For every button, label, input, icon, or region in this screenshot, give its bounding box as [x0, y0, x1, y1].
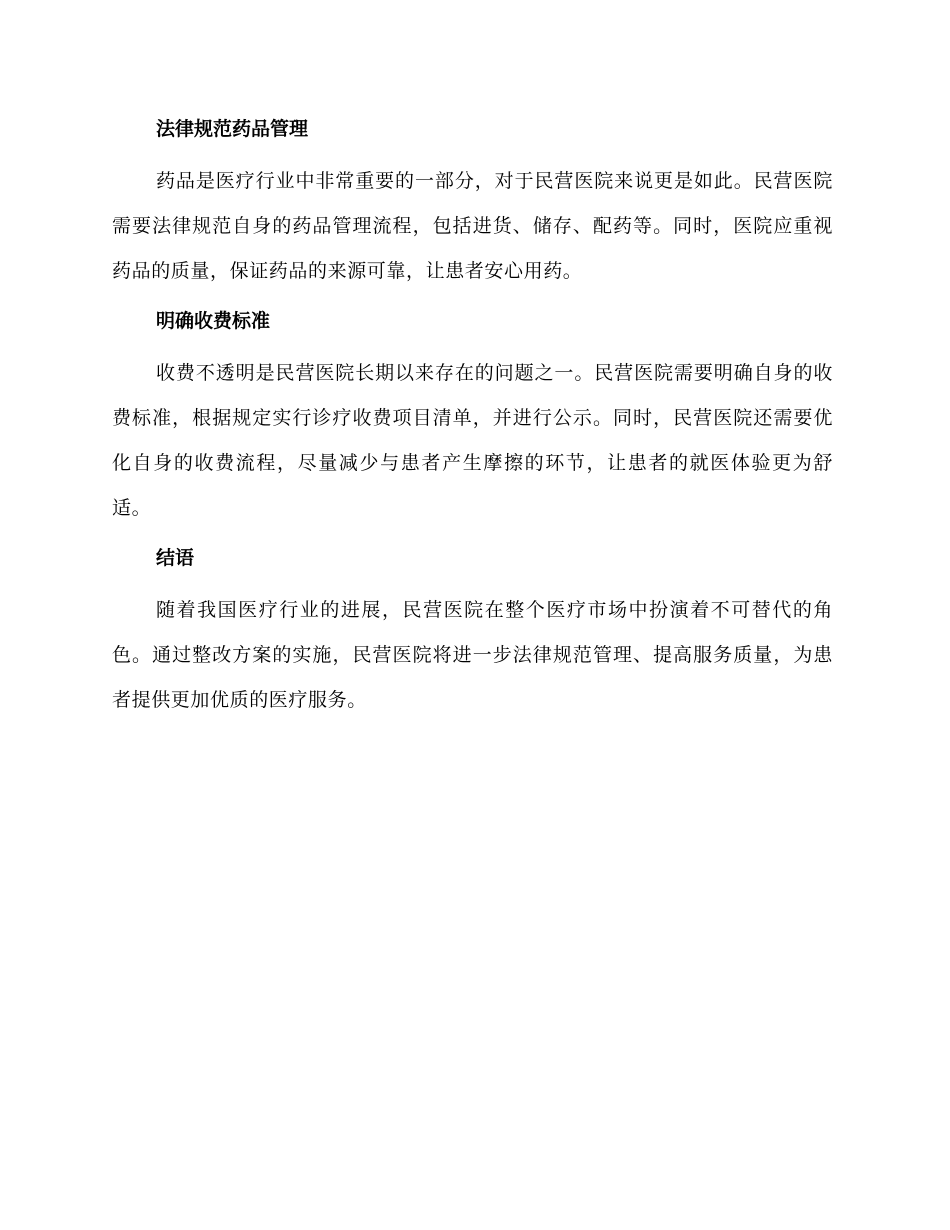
- section-heading-conclusion: 结语: [156, 547, 195, 569]
- section-heading-fee-standards: 明确收费标准: [156, 310, 271, 332]
- section-body-drug-management: 药品是医疗行业中非常重要的一部分，对于民营医院来说更是如此。民营医院需要法律规范自身的药品管理流程，包括进货、储存、配药等。同时，医院应重视药品的质量，保证药品的来源可靠，让患者安心用药。: [112, 170, 833, 282]
- section-body-fee-standards: 收费不透明是民营医院长期以来存在的问题之一。民营医院需要明确自身的收费标准，根据规定实行诊疗收费项目清单，并进行公示。同时，民营医院还需要优化自身的收费流程，尽量减少与患者产生摩擦的环节，让患者的就医体验更为舒适。: [112, 362, 833, 519]
- section-body-conclusion: 随着我国医疗行业的进展，民营医院在整个医疗市场中扮演着不可替代的角色。通过整改方案的实施，民营医院将进一步法律规范管理、提高服务质量，为患者提供更加优质的医疗服务。: [112, 599, 833, 711]
- section-heading-drug-management: 法律规范药品管理: [156, 118, 309, 140]
